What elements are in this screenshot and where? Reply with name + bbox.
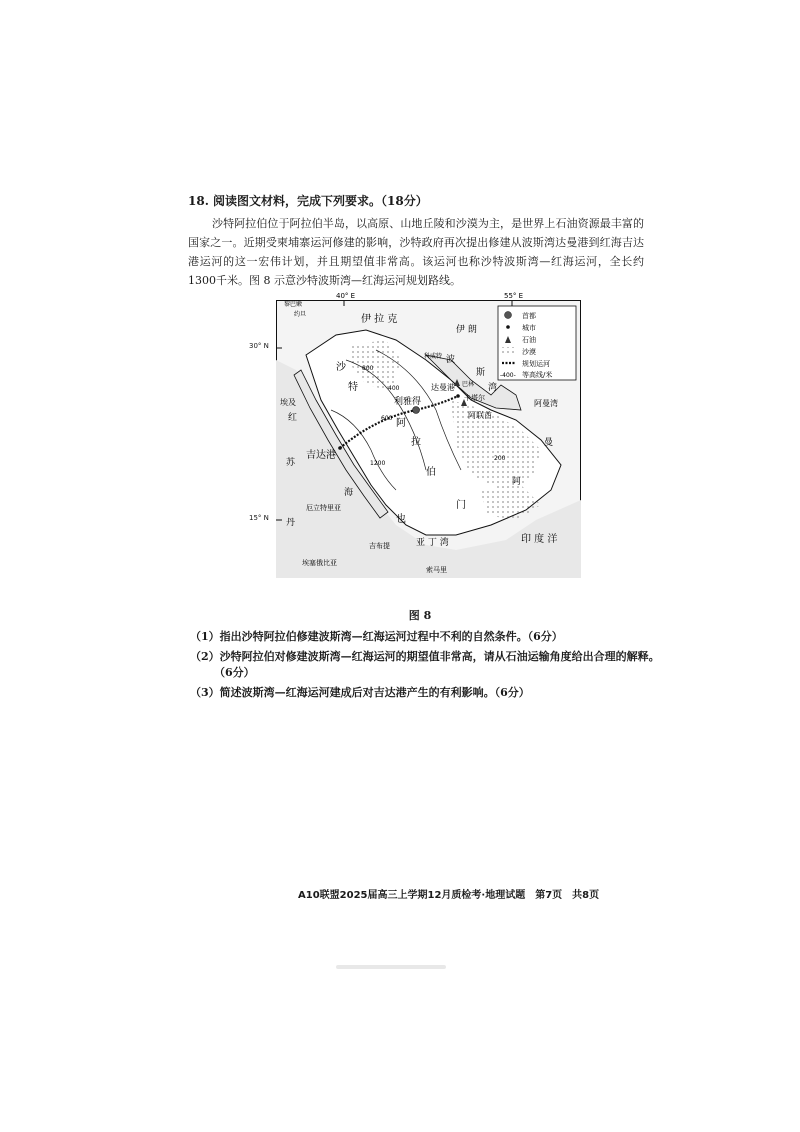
place-label: 拉 [411,437,421,448]
page-footer: A10联盟2025届高三上学期12月质检考·地理试题 第7页 共8页 [298,890,600,901]
place-label: 阿 [512,477,522,487]
legend-desert: 沙漠 [522,348,536,356]
question-title: 18. 阅读图文材料，完成下列要求。（18分） [188,194,428,208]
place-label: 达曼港 [431,383,455,392]
place-label: 曼 [544,438,554,448]
legend-oil: 石油 [522,336,536,344]
contour-label: 1200 [370,460,386,467]
legend-contour: 等高线/米 [522,371,553,379]
contour-label: 200 [494,455,506,462]
figure-caption: 图 8 [408,609,432,622]
place-label: 吉达港 [306,450,336,461]
place-label: 特 [348,382,358,393]
place-label: 埃塞俄比亚 [302,559,337,567]
city-symbol [338,446,342,450]
lon55-label: 55° E [504,292,524,300]
legend-capital-symbol [505,312,512,319]
place-label: 印 度 洋 [521,534,558,545]
place-label: 阿 [396,418,406,429]
question-paragraph: 沙特阿拉伯位于阿拉伯半岛，以高原、山地丘陵和沙漠为主，是世界上石油资源最丰富的国家之一。近期受柬埔寨运河修建的影响，沙特政府再次提出修建从波斯湾达曼港到红海吉达港运河的这一宏伟计划，并且期望值非常高。该运河也称沙特波斯湾—红海运河，全长约1300千米。图 8 示意沙特波斯湾—红海运河规划路线。 [188,217,644,287]
legend-city-symbol [506,325,510,329]
legend-desert-symbol [502,347,516,353]
contour-label: 400 [388,385,400,392]
place-label: 伊 拉 克 [361,314,398,325]
legend-canal: 规划运河 [522,360,550,368]
city-symbol [456,394,460,398]
place-label: 巴林 [462,381,475,388]
lat30-label: 30° N [249,342,269,350]
subquestion-2-score: （6分） [214,666,255,679]
place-label: 阿曼湾 [534,399,558,408]
lon40-label: 40° E [336,292,356,300]
legend-city: 城市 [522,324,536,332]
place-label: 苏 [286,458,296,468]
place-label: 波 [446,355,456,365]
place-label: 科威特 [424,353,443,360]
capital-symbol [413,407,420,414]
place-label: 伊 朗 [456,325,477,335]
place-label: 红 [288,413,298,423]
place-label: 亚 丁 湾 [416,538,449,548]
place-label: 卡塔尔 [464,394,485,402]
scan-smudge [336,965,446,969]
place-label: 丹 [286,518,296,528]
legend-contour-line: -400- [500,372,516,379]
legend-capital: 首都 [522,312,536,320]
lat15-label: 15° N [249,514,269,522]
place-label: 也 [396,514,406,525]
place-label: 门 [456,500,466,511]
subquestion-2: （2）沙特阿拉伯对修建波斯湾—红海运河的期望值非常高，请从石油运输角度给出合理的解释。 [190,650,660,663]
subquestion-1: （1）指出沙特阿拉伯修建波斯湾—红海运河过程中不利的自然条件。（6分） [190,630,563,643]
place-label: 埃及 [280,398,296,407]
saudi-canal-map [276,292,581,578]
place-label: 索马里 [426,566,447,574]
place-label: 厄立特里亚 [306,504,341,512]
contour-label: 600 [381,415,393,422]
map-legend [498,306,576,380]
place-label: 湾 [488,383,498,393]
place-label: 利雅得 [394,397,422,407]
place-label: 约旦 [294,311,307,318]
place-label: 沙 [336,362,346,373]
place-label: 吉布提 [369,542,390,550]
subquestion-3: （3）简述波斯湾—红海运河建成后对吉达港产生的有利影响。（6分） [190,686,530,699]
contour-label: 800 [362,365,374,372]
place-label: 斯 [476,368,486,378]
place-label: 阿联酋 [468,411,492,420]
place-label: 海 [344,488,354,498]
place-label: 伯 [426,467,436,478]
place-label: 黎巴嫩 [284,301,303,308]
